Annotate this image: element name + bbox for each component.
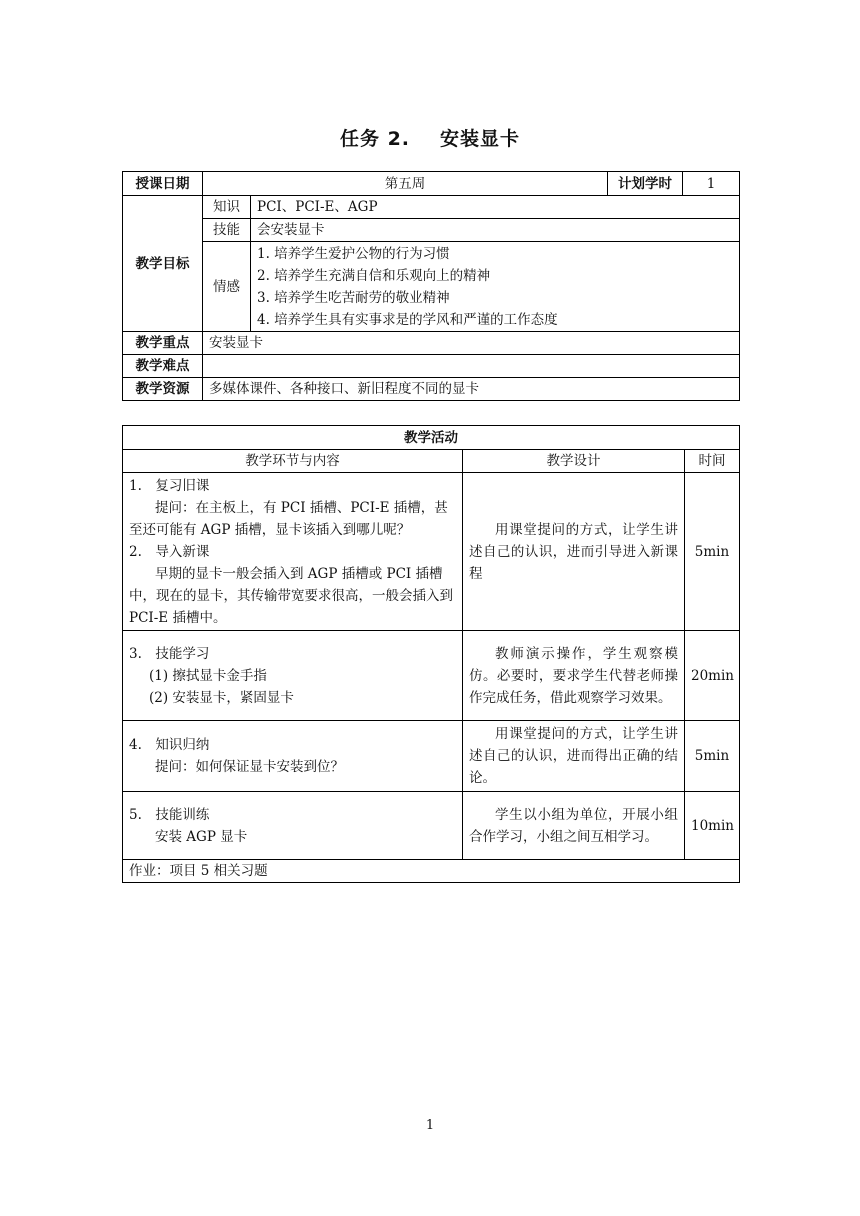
- activity-content: [123, 473, 463, 631]
- homework: 作业：项目 5 相关习题: [123, 860, 740, 883]
- emotion-item: 3. 培养学生吃苦耐劳的敬业精神: [257, 289, 450, 306]
- activity-design: [463, 792, 685, 860]
- hours-label: 计划学时: [608, 172, 683, 196]
- resource-label: 教学资源: [123, 378, 203, 401]
- step-heading: 4. 知识归纳: [129, 737, 210, 753]
- focus-label: 教学重点: [123, 332, 203, 355]
- task-name: 安装显卡: [440, 128, 521, 150]
- activity-content: [123, 631, 463, 721]
- hours-value: 1: [683, 172, 740, 196]
- design-text: 用课堂提问的方式，让学生讲述自己的认识，进而得出正确的结论。: [469, 726, 678, 786]
- skill-value: 会安装显卡: [251, 219, 740, 242]
- step-text: 早期的显卡一般会插入到 AGP 插槽或 PCI 插槽中，现在的显卡，其传输带宽要求很高，一般会插入到 PCI-E 插槽中。: [129, 565, 453, 626]
- date-value: 第五周: [203, 172, 608, 196]
- activity-design: [463, 473, 685, 631]
- activity-design: [463, 721, 685, 792]
- page-number: 1: [425, 1118, 435, 1133]
- design-text: 用课堂提问的方式，让学生讲述自己的认识，进而引导进入新课程: [469, 521, 678, 582]
- activity-table: [122, 425, 740, 883]
- focus-value: 安装显卡: [203, 332, 740, 355]
- activity-heading: 教学活动: [123, 426, 740, 450]
- step-heading: 3. 技能学习: [129, 645, 210, 662]
- step-text: 提问：在主板上，有 PCI 插槽、PCI-E 插槽，甚至还可能有 AGP 插槽，显卡该插入到哪儿呢？: [129, 499, 448, 538]
- design-text: 学生以小组为单位，开展小组合作学习，小组之间互相学习。: [469, 806, 678, 845]
- emotion-item: 4. 培养学生具有实事求是的学风和严谨的工作态度: [257, 311, 558, 328]
- col-header-time: 时间: [685, 450, 740, 473]
- activity-time: 5min: [685, 721, 740, 792]
- emotion-list: [251, 242, 740, 332]
- step-text: (2) 安装显卡，紧固显卡: [149, 689, 294, 706]
- step-text: 提问：如何保证显卡安装到位？: [155, 759, 344, 775]
- page-title: [0, 124, 860, 151]
- step-text: 安装 AGP 显卡: [155, 828, 248, 845]
- activity-content: [123, 792, 463, 860]
- knowledge-value: PCI、PCI-E、AGP: [251, 196, 740, 219]
- design-text: 教师演示操作，学生观察模仿。必要时，要求学生代替老师操作完成任务，借此观察学习效果。: [469, 645, 678, 706]
- date-label: 授课日期: [123, 172, 203, 196]
- activity-content: [123, 721, 463, 792]
- step-text: (1) 擦拭显卡金手指: [149, 667, 267, 684]
- activity-time: 10min: [685, 792, 740, 860]
- lesson-info-table: [122, 171, 740, 401]
- emotion-item: 2. 培养学生充满自信和乐观向上的精神: [257, 267, 491, 284]
- goal-label: 教学目标: [123, 196, 203, 332]
- activity-time: 5min: [685, 473, 740, 631]
- task-number: 任务 2.: [339, 128, 411, 150]
- col-header-design: 教学设计: [463, 450, 685, 473]
- difficulty-value: [203, 355, 740, 378]
- col-header-content: 教学环节与内容: [123, 450, 463, 473]
- activity-time: 20min: [685, 631, 740, 721]
- step-heading: 1. 复习旧课: [129, 477, 210, 494]
- step-heading: 5. 技能训练: [129, 806, 210, 823]
- skill-label: 技能: [203, 219, 251, 242]
- activity-design: [463, 631, 685, 721]
- emotion-item: 1. 培养学生爱护公物的行为习惯: [257, 245, 450, 262]
- knowledge-label: 知识: [203, 196, 251, 219]
- resource-value: 多媒体课件、各种接口、新旧程度不同的显卡: [203, 378, 740, 401]
- difficulty-label: 教学难点: [123, 355, 203, 378]
- step-heading: 2. 导入新课: [129, 543, 210, 560]
- emotion-label: 情感: [203, 242, 251, 332]
